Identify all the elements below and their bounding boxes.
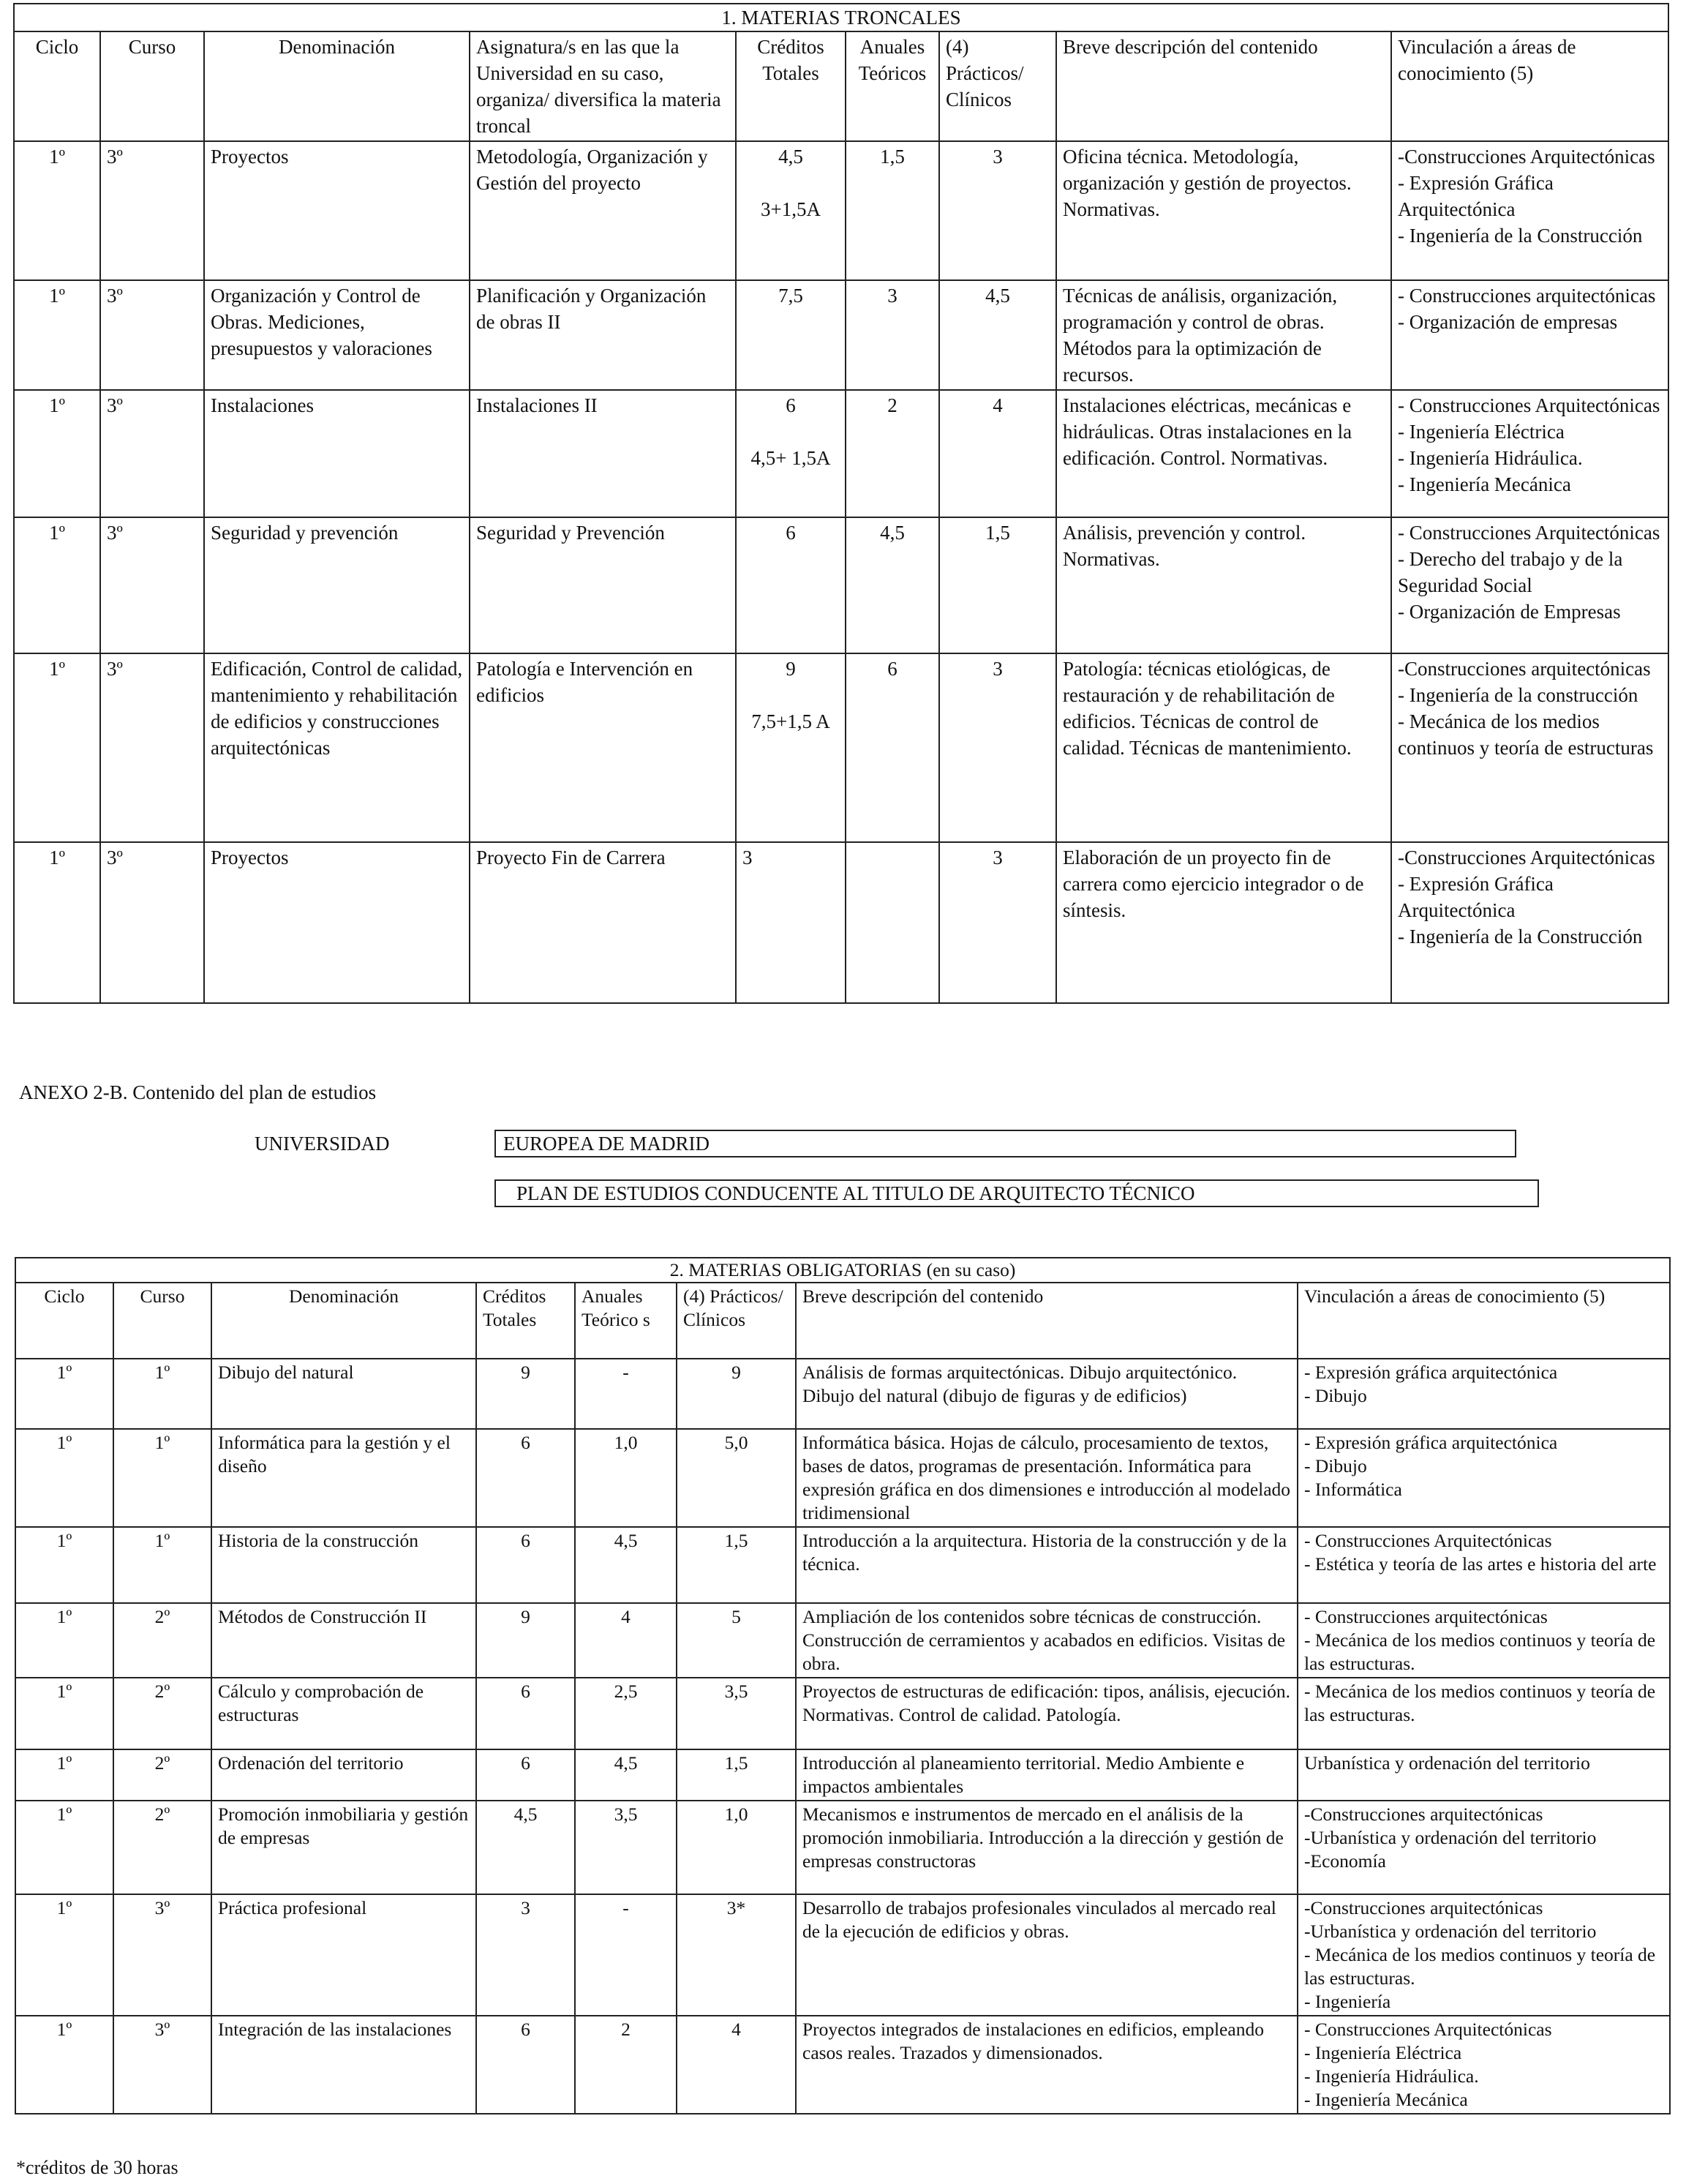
table-row [15, 1359, 1670, 1429]
cell-practicos: 1,5 [677, 1749, 796, 1801]
cell-ciclo: 1º [14, 280, 100, 390]
cell-anuales: 6 [846, 653, 939, 842]
table-row [14, 390, 1668, 517]
cell-vinculacion [1298, 1749, 1670, 1801]
vinculacion-item: - Ingeniería Eléctrica [1304, 2042, 1462, 2063]
cell-anuales: 4,5 [846, 517, 939, 653]
cell-vinculacion [1391, 653, 1668, 842]
cell-vinculacion [1298, 1894, 1670, 2016]
cell-descripcion: Análisis de formas arquitectónicas. Dibujo arquitectónico. Dibujo del natural (dibujo de figuras y de edificios) [796, 1359, 1298, 1429]
creditos-detalle: 4,5+ 1,5A [750, 447, 831, 469]
cell-practicos: 5,0 [677, 1429, 796, 1527]
header-asignatura: Asignatura/s en las que la Universidad en su caso, organiza/ diversifica la materia troncal [470, 31, 736, 141]
cell-ciclo: 1º [14, 842, 100, 1003]
table-row [15, 2016, 1670, 2114]
vinculacion-item: - Organización de Empresas [1398, 601, 1621, 623]
header-vinculacion: Vinculación a áreas de conocimiento (5) [1391, 31, 1668, 141]
creditos-total: 3 [742, 847, 753, 868]
cell-denominacion: Proyectos [204, 141, 470, 280]
cell-anuales: 2 [575, 2016, 677, 2114]
cell-vinculacion [1298, 1527, 1670, 1603]
cell-curso: 3º [113, 2016, 211, 2114]
vinculacion-item: - Ingeniería Eléctrica [1398, 421, 1565, 443]
cell-ciclo: 1º [15, 1801, 113, 1894]
cell-practicos: 3 [939, 653, 1056, 842]
creditos-total: 7,5 [778, 285, 803, 307]
cell-creditos: 9 [476, 1603, 575, 1678]
cell-curso: 3º [100, 842, 204, 1003]
cell-descripcion: Oficina técnica. Metodología, organización y gestión de proyectos. Normativas. [1056, 141, 1391, 280]
vinculacion-item: - Organización de empresas [1398, 311, 1618, 333]
vinculacion-item: - Mecánica de los medios continuos y teoría de estructuras [1398, 710, 1654, 759]
cell-creditos: 6 [476, 1527, 575, 1603]
vinculacion-item: - Expresión gráfica arquitectónica [1304, 1432, 1558, 1453]
cell-anuales: 1,0 [575, 1429, 677, 1527]
footnote: *créditos de 30 horas [16, 2157, 178, 2178]
table-row [15, 1894, 1670, 2016]
cell-asignatura: Seguridad y Prevención [470, 517, 736, 653]
cell-curso: 1º [113, 1527, 211, 1603]
cell-creditos [736, 280, 846, 390]
cell-anuales: 4,5 [575, 1749, 677, 1801]
cell-creditos: 3 [476, 1894, 575, 2016]
vinculacion-item: - Construcciones Arquitectónicas [1398, 522, 1660, 544]
cell-curso: 3º [113, 1894, 211, 2016]
table-row [15, 1749, 1670, 1801]
vinculacion-item: - Ingeniería Mecánica [1398, 473, 1571, 495]
table-row [14, 141, 1668, 280]
header-ciclo: Ciclo [15, 1283, 113, 1359]
creditos-total: 6 [786, 394, 796, 416]
cell-vinculacion [1391, 390, 1668, 517]
cell-anuales: 3,5 [575, 1801, 677, 1894]
cell-ciclo: 1º [14, 517, 100, 653]
table2-body [15, 1359, 1670, 2114]
cell-denominacion: Integración de las instalaciones [211, 2016, 476, 2114]
universidad-value-box: EUROPEA DE MADRID [494, 1130, 1516, 1157]
cell-curso: 3º [100, 517, 204, 653]
cell-creditos: 6 [476, 1429, 575, 1527]
cell-denominacion: Práctica profesional [211, 1894, 476, 2016]
cell-practicos: 3 [939, 842, 1056, 1003]
cell-ciclo: 1º [15, 1429, 113, 1527]
cell-creditos [736, 141, 846, 280]
anexo-heading: ANEXO 2-B. Contenido del plan de estudios [19, 1081, 377, 1103]
header-anuales: Anuales Teóricos [846, 31, 939, 141]
cell-creditos [736, 653, 846, 842]
cell-creditos [736, 390, 846, 517]
cell-curso: 2º [113, 1801, 211, 1894]
creditos-total: 9 [786, 658, 796, 680]
header-curso: Curso [100, 31, 204, 141]
vinculacion-item: -Construcciones arquitectónicas [1304, 1897, 1543, 1918]
vinculacion-item: -Economía [1304, 1850, 1386, 1872]
cell-denominacion: Proyectos [204, 842, 470, 1003]
header-creditos: Créditos Totales [736, 31, 846, 141]
cell-practicos: 4 [677, 2016, 796, 2114]
cell-ciclo: 1º [15, 1894, 113, 2016]
vinculacion-item: - Dibujo [1304, 1385, 1367, 1406]
cell-descripcion: Desarrollo de trabajos profesionales vinculados al mercado real de la ejecución de edificios y obras. [796, 1894, 1298, 2016]
cell-ciclo: 1º [14, 653, 100, 842]
cell-anuales [846, 842, 939, 1003]
cell-descripcion: Proyectos integrados de instalaciones en edificios, empleando casos reales. Trazados y dimensionados. [796, 2016, 1298, 2114]
cell-descripcion: Técnicas de análisis, organización, programación y control de obras. Métodos para la optimización de recursos. [1056, 280, 1391, 390]
header-creditos: Créditos Totales [476, 1283, 575, 1359]
materias-obligatorias-table [15, 1257, 1671, 2114]
cell-anuales: 1,5 [846, 141, 939, 280]
cell-creditos: 6 [476, 2016, 575, 2114]
cell-denominacion: Edificación, Control de calidad, mantenimiento y rehabilitación de edificios y construcciones arquitectónicas [204, 653, 470, 842]
table-row [14, 653, 1668, 842]
universidad-label: UNIVERSIDAD [255, 1133, 390, 1155]
cell-practicos: 3,5 [677, 1678, 796, 1749]
cell-practicos: 5 [677, 1603, 796, 1678]
vinculacion-item: - Ingeniería [1304, 1991, 1391, 2012]
cell-vinculacion [1298, 1603, 1670, 1678]
cell-anuales: - [575, 1894, 677, 2016]
vinculacion-item: - Ingeniería de la Construcción [1398, 225, 1643, 247]
cell-practicos: 4,5 [939, 280, 1056, 390]
cell-asignatura: Planificación y Organización de obras II [470, 280, 736, 390]
cell-ciclo: 1º [14, 390, 100, 517]
header-practicos: (4) Prácticos/ Clínicos [939, 31, 1056, 141]
header-descripcion: Breve descripción del contenido [796, 1283, 1298, 1359]
cell-ciclo: 1º [15, 1359, 113, 1429]
vinculacion-item: - Construcciones Arquitectónicas [1398, 394, 1660, 416]
vinculacion-item: - Ingeniería Hidráulica. [1304, 2065, 1479, 2087]
cell-curso: 2º [113, 1749, 211, 1801]
cell-vinculacion [1298, 2016, 1670, 2114]
cell-anuales: 2 [846, 390, 939, 517]
cell-descripcion: Introducción al planeamiento territorial. Medio Ambiente e impactos ambientales [796, 1749, 1298, 1801]
header-ciclo: Ciclo [14, 31, 100, 141]
vinculacion-item: - Construcciones Arquitectónicas [1304, 1530, 1552, 1551]
cell-curso: 3º [100, 280, 204, 390]
creditos-detalle: 3+1,5A [761, 198, 821, 220]
vinculacion-item: - Expresión Gráfica Arquitectónica [1398, 172, 1554, 220]
creditos-total: 6 [786, 522, 796, 544]
cell-practicos: 1,0 [677, 1801, 796, 1894]
vinculacion-item: - Construcciones arquitectónicas [1304, 1606, 1548, 1627]
cell-practicos: 3* [677, 1894, 796, 2016]
table-row [15, 1678, 1670, 1749]
table2-title: 2. MATERIAS OBLIGATORIAS (en su caso) [15, 1258, 1670, 1283]
cell-vinculacion [1298, 1429, 1670, 1527]
table-row [14, 280, 1668, 390]
cell-denominacion: Métodos de Construcción II [211, 1603, 476, 1678]
cell-denominacion: Seguridad y prevención [204, 517, 470, 653]
cell-vinculacion [1298, 1801, 1670, 1894]
cell-denominacion: Ordenación del territorio [211, 1749, 476, 1801]
cell-descripcion: Instalaciones eléctricas, mecánicas e hidráulicas. Otras instalaciones en la edificación. Control. Normativas. [1056, 390, 1391, 517]
cell-practicos: 4 [939, 390, 1056, 517]
cell-anuales: 2,5 [575, 1678, 677, 1749]
vinculacion-item: - Estética y teoría de las artes e historia del arte [1304, 1553, 1657, 1575]
header-descripcion: Breve descripción del contenido [1056, 31, 1391, 141]
cell-practicos: 1,5 [677, 1527, 796, 1603]
cell-anuales: - [575, 1359, 677, 1429]
table-row [15, 1429, 1670, 1527]
cell-denominacion: Organización y Control de Obras. Mediciones, presupuestos y valoraciones [204, 280, 470, 390]
vinculacion-item: - Ingeniería de la Construcción [1398, 926, 1643, 947]
vinculacion-item: - Expresión Gráfica Arquitectónica [1398, 873, 1554, 921]
cell-denominacion: Instalaciones [204, 390, 470, 517]
cell-ciclo: 1º [15, 1678, 113, 1749]
cell-vinculacion [1298, 1678, 1670, 1749]
cell-ciclo: 1º [15, 1749, 113, 1801]
cell-denominacion: Informática para la gestión y el diseño [211, 1429, 476, 1527]
cell-creditos [736, 842, 846, 1003]
header-practicos: (4) Prácticos/ Clínicos [677, 1283, 796, 1359]
cell-denominacion: Historia de la construcción [211, 1527, 476, 1603]
cell-vinculacion [1391, 517, 1668, 653]
vinculacion-item: - Ingeniería de la construcción [1398, 684, 1638, 706]
table1-body [14, 141, 1668, 1003]
vinculacion-item: -Construcciones Arquitectónicas [1398, 146, 1655, 168]
cell-curso: 3º [100, 653, 204, 842]
cell-ciclo: 1º [14, 141, 100, 280]
cell-creditos: 9 [476, 1359, 575, 1429]
cell-curso: 1º [113, 1429, 211, 1527]
header-curso: Curso [113, 1283, 211, 1359]
vinculacion-item: - Mecánica de los medios continuos y teoría de las estructuras. [1304, 1629, 1656, 1674]
cell-practicos: 1,5 [939, 517, 1056, 653]
cell-vinculacion [1391, 141, 1668, 280]
vinculacion-item: - Construcciones Arquitectónicas [1304, 2019, 1552, 2040]
cell-descripcion: Informática básica. Hojas de cálculo, procesamiento de textos, bases de datos, programas de presentación. Informática para expresión gráfica en dos dimensiones e introducción al modelado tridimensional [796, 1429, 1298, 1527]
cell-creditos [736, 517, 846, 653]
vinculacion-item: - Mecánica de los medios continuos y teoría de las estructuras. [1304, 1681, 1656, 1725]
cell-curso: 1º [113, 1359, 211, 1429]
vinculacion-item: -Construcciones arquitectónicas [1304, 1804, 1543, 1825]
cell-descripcion: Proyectos de estructuras de edificación: tipos, análisis, ejecución. Normativas. Control de calidad. Patología. [796, 1678, 1298, 1749]
cell-descripcion: Introducción a la arquitectura. Historia de la construcción y de la técnica. [796, 1527, 1298, 1603]
cell-descripcion: Mecanismos e instrumentos de mercado en el análisis de la promoción inmobiliaria. Introducción a la dirección y gestión de empresas constructoras [796, 1801, 1298, 1894]
table-row [15, 1527, 1670, 1603]
cell-practicos: 9 [677, 1359, 796, 1429]
table1-title: 1. MATERIAS TRONCALES [14, 4, 1668, 31]
cell-asignatura: Metodología, Organización y Gestión del proyecto [470, 141, 736, 280]
table-row [14, 842, 1668, 1003]
cell-denominacion: Promoción inmobiliaria y gestión de empresas [211, 1801, 476, 1894]
header-denominacion: Denominación [204, 31, 470, 141]
cell-ciclo: 1º [15, 1603, 113, 1678]
cell-descripcion: Patología: técnicas etiológicas, de restauración y de rehabilitación de edificios. Técnicas de control de calidad. Técnicas de mantenimiento. [1056, 653, 1391, 842]
cell-asignatura: Instalaciones II [470, 390, 736, 517]
cell-denominacion: Dibujo del natural [211, 1359, 476, 1429]
vinculacion-item: -Urbanística y ordenación del territorio [1304, 1827, 1597, 1848]
table-row [14, 517, 1668, 653]
cell-anuales: 4 [575, 1603, 677, 1678]
cell-anuales: 4,5 [575, 1527, 677, 1603]
cell-ciclo: 1º [15, 1527, 113, 1603]
cell-vinculacion [1391, 280, 1668, 390]
cell-asignatura: Proyecto Fin de Carrera [470, 842, 736, 1003]
table-row [15, 1801, 1670, 1894]
cell-curso: 3º [100, 390, 204, 517]
table-row [15, 1603, 1670, 1678]
cell-curso: 2º [113, 1678, 211, 1749]
cell-descripcion: Elaboración de un proyecto fin de carrera como ejercicio integrador o de síntesis. [1056, 842, 1391, 1003]
vinculacion-item: - Ingeniería Mecánica [1304, 2089, 1468, 2110]
cell-anuales: 3 [846, 280, 939, 390]
vinculacion-item: -Construcciones arquitectónicas [1398, 658, 1651, 680]
creditos-total: 4,5 [778, 146, 803, 168]
table1-title-row [14, 4, 1668, 31]
vinculacion-item: - Ingeniería Hidráulica. [1398, 447, 1583, 469]
table2-title-row [15, 1258, 1670, 1283]
vinculacion-item: -Urbanística y ordenación del territorio [1304, 1921, 1597, 1942]
cell-descripcion: Análisis, prevención y control. Normativas. [1056, 517, 1391, 653]
vinculacion-item: - Informática [1304, 1479, 1402, 1500]
vinculacion-item: - Expresión gráfica arquitectónica [1304, 1362, 1558, 1383]
header-denominacion: Denominación [211, 1283, 476, 1359]
vinculacion-item: - Dibujo [1304, 1455, 1367, 1476]
vinculacion-item: - Derecho del trabajo y de la Seguridad Social [1398, 548, 1623, 596]
cell-asignatura: Patología e Intervención en edificios [470, 653, 736, 842]
cell-vinculacion [1298, 1359, 1670, 1429]
cell-creditos: 4,5 [476, 1801, 575, 1894]
cell-creditos: 6 [476, 1678, 575, 1749]
cell-ciclo: 1º [15, 2016, 113, 2114]
vinculacion-item: -Construcciones Arquitectónicas [1398, 847, 1655, 868]
cell-curso: 3º [100, 141, 204, 280]
vinculacion-item: - Construcciones arquitectónicas [1398, 285, 1656, 307]
cell-practicos: 3 [939, 141, 1056, 280]
materias-troncales-table [13, 3, 1669, 1004]
cell-curso: 2º [113, 1603, 211, 1678]
table1-header-row [14, 31, 1668, 141]
header-vinculacion: Vinculación a áreas de conocimiento (5) [1298, 1283, 1670, 1359]
table2-header-row [15, 1283, 1670, 1359]
cell-denominacion: Cálculo y comprobación de estructuras [211, 1678, 476, 1749]
cell-vinculacion [1391, 842, 1668, 1003]
creditos-detalle: 7,5+1,5 A [751, 710, 830, 732]
vinculacion-item: Urbanística y ordenación del territorio [1304, 1752, 1590, 1774]
plan-box: PLAN DE ESTUDIOS CONDUCENTE AL TITULO DE ARQUITECTO TÉCNICO [494, 1179, 1539, 1207]
header-anuales: Anuales Teórico s [575, 1283, 677, 1359]
cell-descripcion: Ampliación de los contenidos sobre técnicas de construcción. Construcción de cerramientos y acabados en edificios. Visitas de obra. [796, 1603, 1298, 1678]
vinculacion-item: - Mecánica de los medios continuos y teoría de las estructuras. [1304, 1944, 1656, 1989]
cell-creditos: 6 [476, 1749, 575, 1801]
